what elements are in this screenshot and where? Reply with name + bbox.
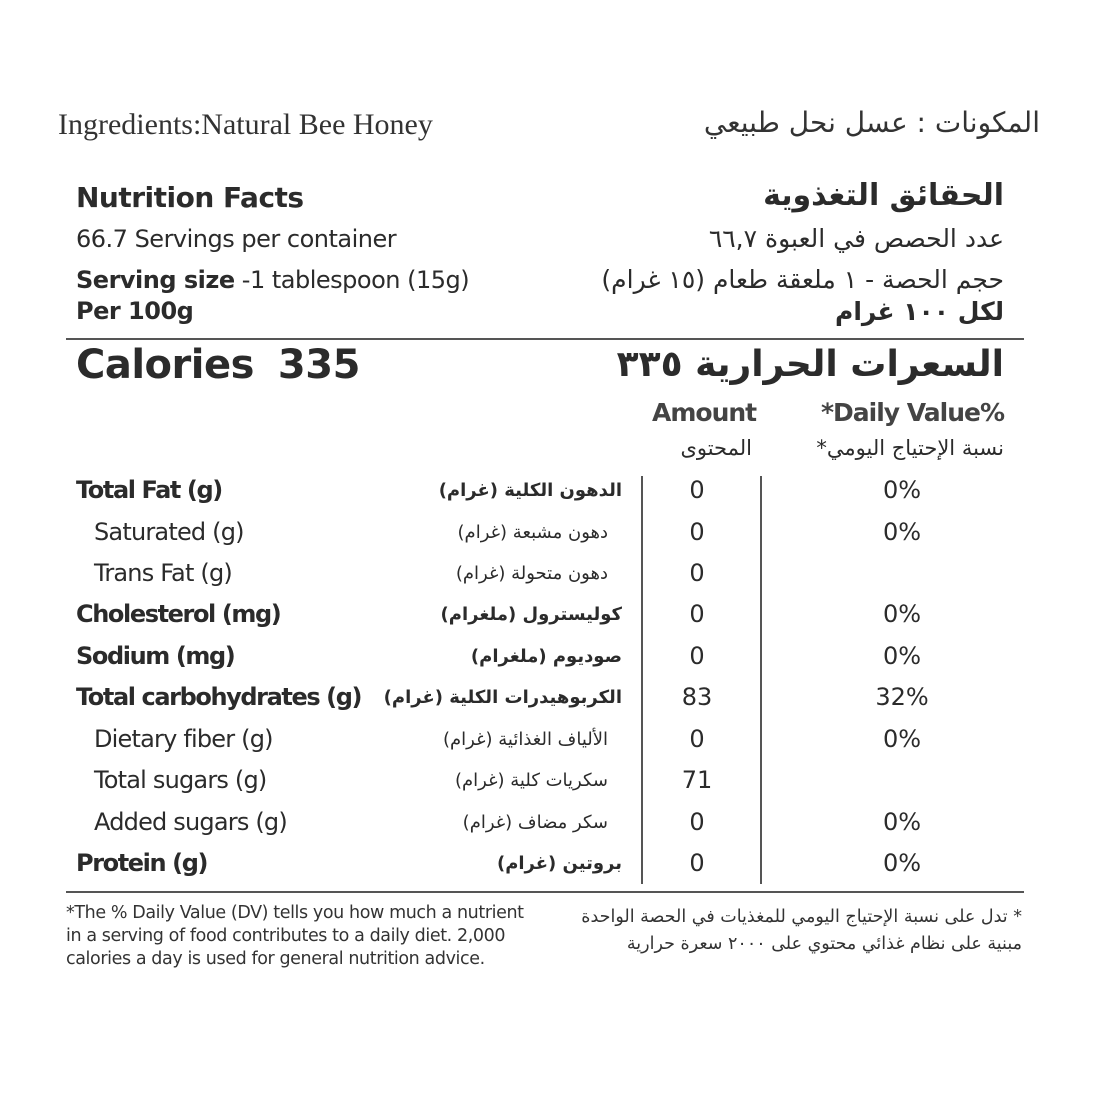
nutrient-name-ar: سكريات كلية (غرام): [455, 770, 608, 791]
nutrient-name-en: Total sugars (g): [94, 766, 267, 794]
nutrient-name-ar: دهون مشبعة (غرام): [457, 522, 608, 543]
ingredients-ar: المكونات : عسل نحل طبيعي: [703, 106, 1040, 139]
nutrient-amount: 0: [689, 559, 705, 587]
nutrient-daily-value: 0%: [882, 600, 922, 628]
serving-size-value: -1 tablespoon (15g): [241, 266, 470, 294]
nutrient-row-sodium: [0, 642, 1100, 683]
nutrient-name-en: Dietary fiber (g): [94, 725, 273, 753]
per-100g-ar: لكل ١٠٠ غرام: [835, 297, 1004, 326]
nutrient-daily-value: 0%: [882, 849, 922, 877]
nutrient-row-protein: [0, 849, 1100, 890]
amount-header-en: Amount: [652, 398, 757, 427]
nutrient-amount: 0: [689, 725, 705, 753]
nutrient-daily-value: 0%: [882, 808, 922, 836]
amount-header-ar: المحتوى: [680, 436, 752, 460]
nutrient-name-en: Trans Fat (g): [94, 559, 232, 587]
calories-ar: السعرات الحرارية ٣٣٥: [616, 344, 1004, 385]
nutrient-name-en: Cholesterol (mg): [76, 600, 281, 628]
servings-per-container-en: 66.7 Servings per container: [76, 225, 397, 253]
nutrient-amount: 0: [689, 518, 705, 546]
calories-value: 335: [277, 342, 360, 388]
nutrient-amount: 0: [689, 476, 705, 504]
daily-value-header-en: *Daily Value%: [820, 398, 1004, 427]
nutrient-name-ar: سكر مضاف (غرام): [462, 812, 608, 833]
nutrient-name-ar: الكربوهيدرات الكلية (غرام): [383, 687, 622, 708]
nutrition-facts-title-ar: الحقائق التغذوية: [763, 178, 1004, 213]
ingredients-en: Ingredients:Natural Bee Honey: [58, 108, 433, 141]
serving-size-en: [76, 266, 469, 294]
nutrient-row-saturated: [0, 518, 1100, 559]
nutrient-name-en: Added sugars (g): [94, 808, 287, 836]
nutrient-row-trans-fat: [0, 559, 1100, 600]
nutrient-row-dietary-fiber: [0, 725, 1100, 766]
nutrient-name-ar: الألياف الغذائية (غرام): [442, 729, 608, 750]
nutrient-name-ar: كوليسترول (ملغرام): [440, 604, 622, 625]
bottom-divider: [66, 891, 1024, 893]
nutrient-daily-value: 0%: [882, 476, 922, 504]
per-100g-en: Per 100g: [76, 297, 194, 325]
footnote-ar: * تدل على نسبة الإحتياج اليومي للمغذيات في الحصة الواحدة مبنية على نظام غذائي محتوي على ٢٠٠٠ سعرة حرارية: [581, 907, 1022, 954]
nutrient-name-ar: صوديوم (ملغرام): [470, 646, 622, 667]
nutrient-name-en: Protein (g): [76, 849, 208, 877]
nutrient-row-total-fat: [0, 476, 1100, 517]
nutrition-facts-title-en: Nutrition Facts: [76, 181, 304, 214]
calories-label: Calories: [76, 342, 254, 388]
serving-size-label: Serving size: [76, 266, 235, 294]
nutrient-daily-value: 0%: [882, 725, 922, 753]
nutrient-row-cholesterol: [0, 600, 1100, 641]
nutrient-name-ar: الدهون الكلية (غرام): [438, 480, 622, 501]
nutrient-row-total-carbohydrates: [0, 683, 1100, 724]
servings-per-container-ar: عدد الحصص في العبوة ٦٦,٧: [708, 224, 1004, 253]
nutrient-name-en: Total Fat (g): [76, 476, 222, 504]
serving-size-ar: حجم الحصة - ١ ملعقة طعام (١٥ غرام): [601, 265, 1004, 294]
top-divider: [66, 338, 1024, 340]
daily-value-header-ar: نسبة الإحتياج اليومي*: [816, 436, 1004, 460]
nutrient-amount: 0: [689, 808, 705, 836]
nutrient-daily-value: 0%: [882, 518, 922, 546]
footnote-en: *The % Daily Value (DV) tells you how much a nutrient in a serving of food contributes to a daily diet. 2,000 calories a day is used for general nutrition advice.: [66, 903, 524, 969]
nutrient-name-en: Saturated (g): [94, 518, 244, 546]
calories-en: [76, 342, 360, 388]
nutrient-amount: 83: [681, 683, 713, 711]
nutrient-amount: 0: [689, 600, 705, 628]
nutrient-daily-value: 32%: [875, 683, 929, 711]
nutrient-name-en: Total carbohydrates (g): [76, 683, 362, 711]
nutrient-amount: 0: [689, 642, 705, 670]
nutrient-name-ar: دهون متحولة (غرام): [455, 563, 608, 584]
nutrient-name-en: Sodium (mg): [76, 642, 235, 670]
nutrient-amount: 71: [681, 766, 713, 794]
nutrient-row-added-sugars: [0, 808, 1100, 849]
nutrient-name-ar: بروتين (غرام): [496, 853, 622, 874]
nutrient-amount: 0: [689, 849, 705, 877]
nutrient-daily-value: 0%: [882, 642, 922, 670]
nutrient-row-total-sugars: [0, 766, 1100, 807]
